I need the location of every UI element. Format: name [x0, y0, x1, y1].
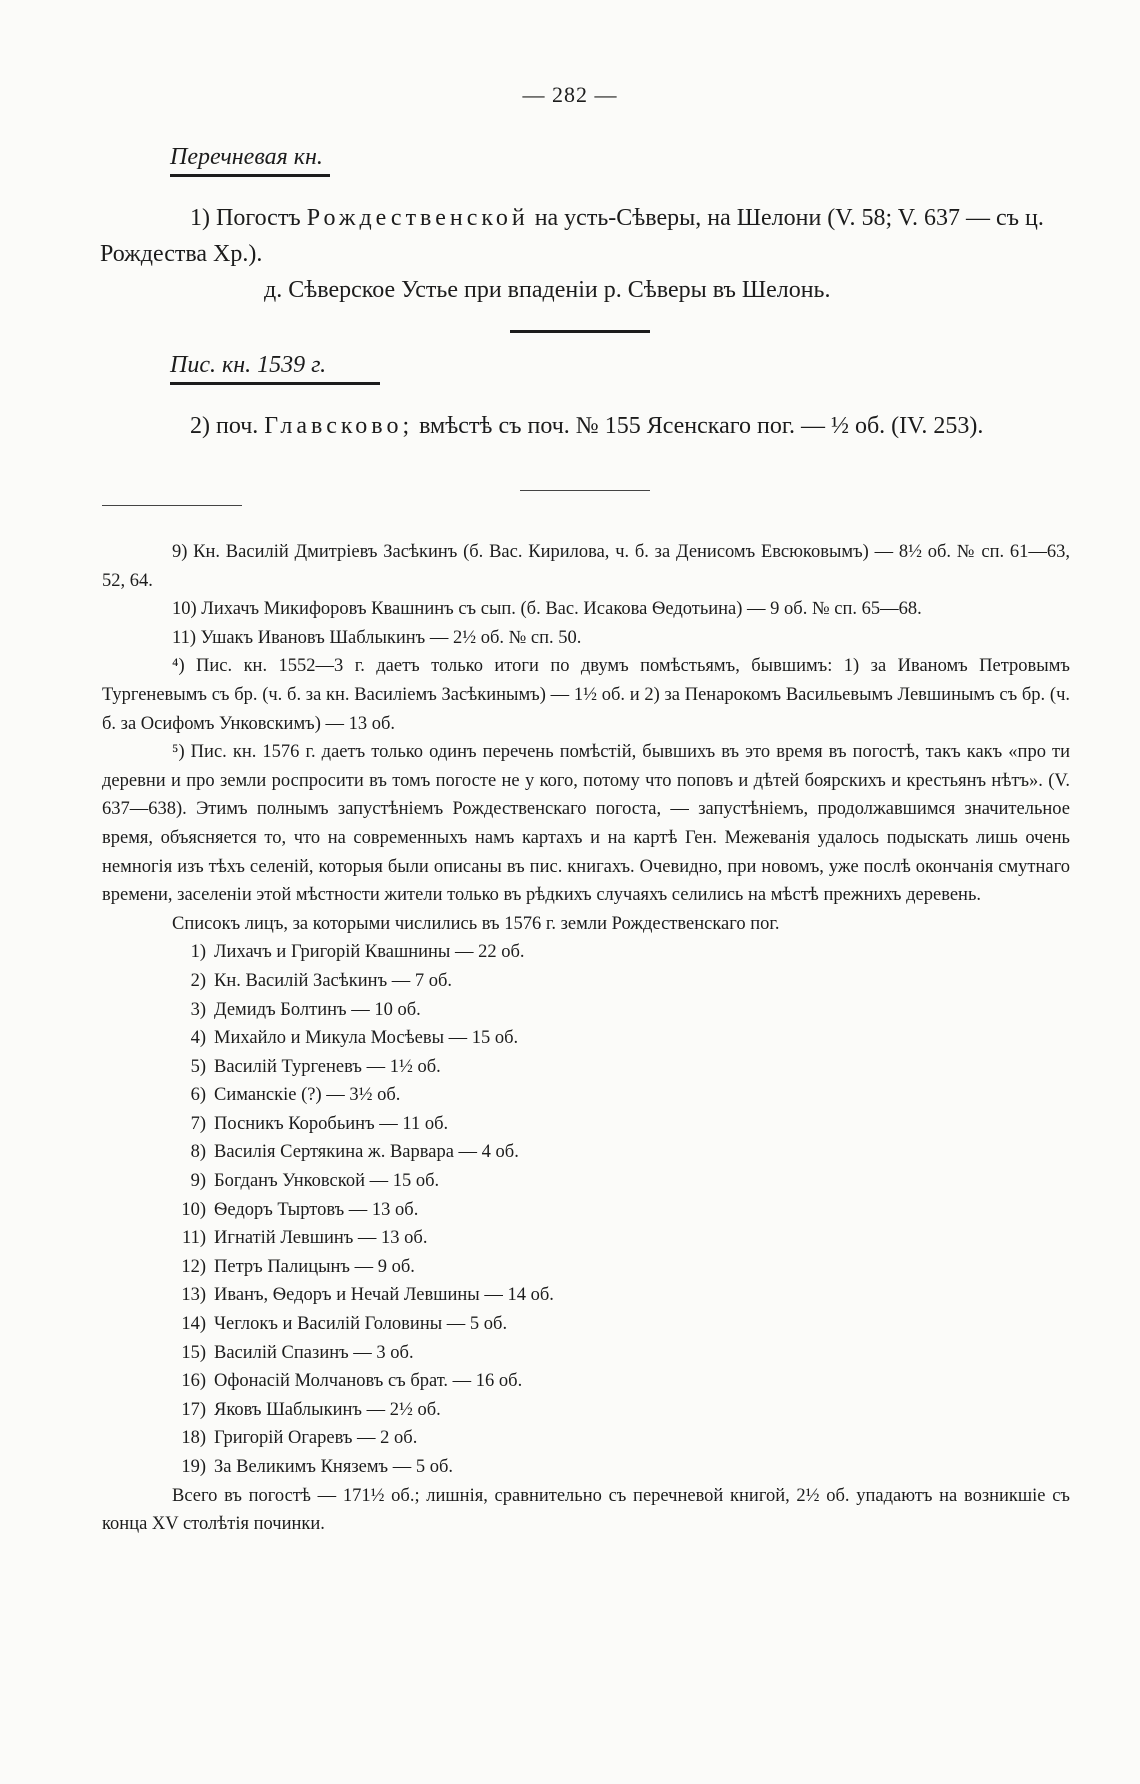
- note-9: 9) Кн. Василій Дмитріевъ Засѣкинъ (б. Вас. Кирилова, ч. б. за Денисомъ Евсюковымъ) — 8½ об. № сп. 61—63, 52, 64.: [102, 542, 1070, 591]
- list-item: [102, 1453, 1070, 1482]
- list-item: [102, 1224, 1070, 1253]
- list-item-number: 8): [190, 1142, 206, 1163]
- section-divider: [510, 330, 650, 333]
- footnote-4: ⁴) Пис. кн. 1552—3 г. даетъ только итоги по двумъ помѣстьямъ, бывшимъ: 1) за Иваномъ Петровымъ Тургеневымъ съ бр. (ч. б. за кн. Василіемъ Засѣкинымъ) — 1½ об. и 2) за Пенарокомъ Васильевымъ Левшинымъ съ бр. (ч. б. за Осифомъ Унковскимъ) — 13 об.: [102, 656, 1070, 734]
- list-item-number: 12): [181, 1256, 206, 1277]
- list-item: [102, 1281, 1070, 1310]
- heading-text: Перечневая кн.: [170, 144, 323, 170]
- list-item-text: Лихачъ и Григорій Квашнины — 22 об.: [214, 942, 525, 963]
- list-item-text: Иванъ, Ѳедоръ и Нечай Левшины — 14 об.: [214, 1285, 554, 1306]
- list-item-number: 2): [190, 970, 206, 991]
- list-item-text: Чеглокъ и Василій Головины — 5 об.: [214, 1314, 508, 1335]
- list-item: [102, 1110, 1070, 1139]
- list-item-number: 15): [181, 1342, 206, 1363]
- list-item-number: 7): [190, 1113, 206, 1134]
- list-item-number: 13): [181, 1285, 206, 1306]
- entry-2-prefix: 2) поч.: [190, 413, 259, 439]
- page-number: — 282 —: [522, 82, 618, 107]
- total-summary: Всего въ погостѣ — 171½ об.; лишнія, сравнительно съ перечневой книгой, 2½ об. упадаютъ на возникшіе съ конца XV столѣтія починки.: [102, 1485, 1070, 1535]
- heading-underline: [170, 174, 330, 177]
- list-item-text: Михайло и Микула Мосѣевы — 15 об.: [214, 1028, 519, 1049]
- list-item: [102, 1081, 1070, 1110]
- list-item-text: Яковъ Шаблыкинъ — 2½ об.: [214, 1399, 441, 1420]
- list-item: [102, 1396, 1070, 1425]
- list-item-text: Петръ Палицынъ — 9 об.: [214, 1256, 415, 1277]
- list-item: [102, 1053, 1070, 1082]
- list-item-text: Григорій Огаревъ — 2 об.: [214, 1428, 418, 1449]
- list-item-number: 4): [190, 1028, 206, 1049]
- heading-underline: [170, 382, 380, 385]
- landholder-list: [102, 938, 1070, 1481]
- entry-1-village: д. Сѣверское Устье при впаденіи р. Сѣверы въ Шелонь.: [264, 277, 831, 303]
- list-item-text: Игнатій Левшинъ — 13 об.: [214, 1228, 428, 1249]
- list-item-number: 19): [181, 1457, 206, 1477]
- note-11: 11) Ушакъ Ивановъ Шаблыкинъ — 2½ об. № сп. 50.: [172, 627, 582, 648]
- list-item-number: 17): [181, 1399, 206, 1420]
- list-item: [102, 938, 1070, 967]
- entry-1: [100, 200, 1050, 308]
- entry-1-rest: на усть-Сѣверы, на Шелони (V. 58; V. 637 — съ ц. Рождества Хр.).: [100, 205, 1044, 267]
- list-item: [102, 1339, 1070, 1368]
- section-heading-perechnevaya: [170, 142, 330, 177]
- list-item: [102, 1138, 1070, 1167]
- entry-2-spaced-name: Главсково;: [264, 413, 414, 439]
- list-item-text: Симанскіе (?) — 3½ об.: [214, 1085, 401, 1106]
- entry-2: [100, 408, 1050, 444]
- list-item: [102, 1253, 1070, 1282]
- list-item-number: 14): [181, 1314, 206, 1335]
- list-item: [102, 1367, 1070, 1396]
- section-heading-pis-kn: [170, 350, 380, 385]
- entry-1-text: [100, 200, 1050, 272]
- footnotes: [102, 538, 1070, 1539]
- list-item-text: За Великимъ Княземъ — 5 об.: [214, 1457, 454, 1477]
- list-item-text: Кн. Василій Засѣкинъ — 7 об.: [214, 970, 453, 991]
- list-item-text: Демидъ Болтинъ — 10 об.: [214, 999, 421, 1020]
- list-item-number: 1): [190, 942, 206, 963]
- list-item-number: 6): [190, 1085, 206, 1106]
- list-item-text: Василій Тургеневъ — 1½ об.: [214, 1056, 441, 1077]
- list-item: [102, 1424, 1070, 1453]
- list-item-text: Василія Сертякина ж. Варвара — 4 об.: [214, 1142, 519, 1163]
- footnote-divider: [102, 505, 242, 506]
- list-item: [102, 1167, 1070, 1196]
- list-item: [102, 967, 1070, 996]
- list-item-number: 18): [181, 1428, 206, 1449]
- list-item: [102, 1310, 1070, 1339]
- footnote-5: ⁵) Пис. кн. 1576 г. даетъ только одинъ перечень помѣстій, бывшихъ въ это время въ погостѣ, такъ какъ «про ти деревни и про земли роспросити въ томъ погосте не у кого, потому что поповъ и дѣтей боярскихъ и крестьянъ нѣтъ». (V. 637—638). Этимъ полнымъ запустѣніемъ Рождественскаго погоста, — запустѣніемъ, продолжавшимся значительное время, объясняется то, что на современныхъ намъ картахъ и на картѣ Ген. Межеванія удалось подыскать лишь очень немногія изъ тѣхъ селеній, которыя были описаны въ пис. книгахъ. Очевидно, при новомъ, уже послѣ окончанія смутнаго времени, заселеніи этой мѣстности жители только въ рѣдкихъ случаяхъ селились на мѣстѣ прежнихъ деревень.: [102, 742, 1070, 906]
- list-item-text: Офонасій Молчановъ съ брат. — 16 об.: [214, 1371, 523, 1392]
- entry-2-rest: вмѣстѣ съ поч. № 155 Ясенскаго пог. — ½ об. (IV. 253).: [419, 413, 984, 439]
- entry-1-number-place: 1) Погостъ: [190, 205, 301, 231]
- list-item-text: Ѳедоръ Тыртовъ — 13 об.: [214, 1199, 419, 1220]
- list-item-text: Богданъ Унковской — 15 об.: [214, 1171, 440, 1192]
- list-item-text: Посникъ Коробьинъ — 11 об.: [214, 1113, 449, 1134]
- list-item-number: 11): [182, 1228, 206, 1249]
- entry-divider: [520, 490, 650, 491]
- note-10: 10) Лихачъ Микифоровъ Квашнинъ съ сып. (б. Вас. Исакова Ѳедотьина) — 9 об. № сп. 65—68.: [172, 599, 922, 620]
- list-item-number: 9): [190, 1171, 206, 1192]
- entry-2-text: [100, 408, 1050, 444]
- list-item-number: 3): [190, 999, 206, 1020]
- list-intro: Списокъ лицъ, за которыми числились въ 1576 г. земли Рождественскаго пог.: [172, 913, 780, 934]
- list-item-number: 5): [190, 1056, 206, 1077]
- list-item-number: 16): [181, 1371, 206, 1392]
- list-item-number: 10): [181, 1199, 206, 1220]
- entry-1-spaced-name: Рождественской: [306, 205, 529, 231]
- list-item: [102, 1196, 1070, 1225]
- list-item: [102, 1024, 1070, 1053]
- heading-text: Пис. кн. 1539 г.: [170, 352, 327, 378]
- list-item-text: Василій Спазинъ — 3 об.: [214, 1342, 414, 1363]
- list-item: [102, 996, 1070, 1025]
